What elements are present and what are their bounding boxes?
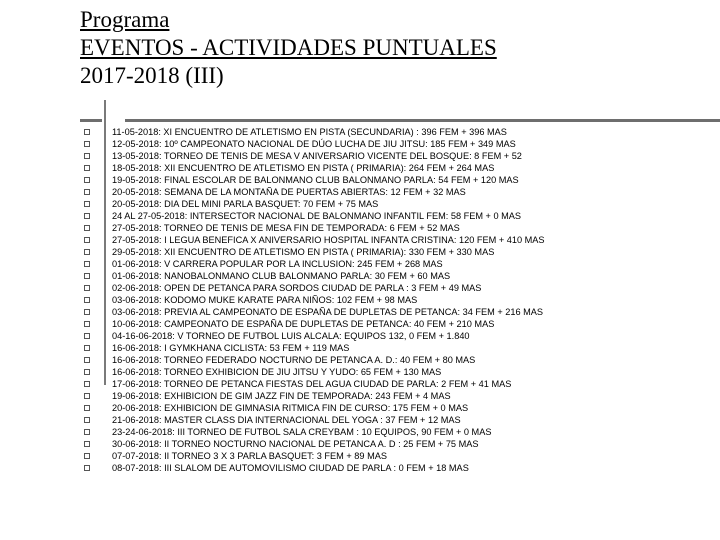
square-bullet-icon (84, 417, 90, 423)
square-bullet-icon (84, 333, 90, 339)
event-text: 27-05-2018: TORNEO DE TENIS DE MESA FIN DE TEMPORADA: 6 FEM + 52 MAS (112, 223, 460, 233)
event-list-item (84, 174, 545, 186)
event-text: 16-06-2018: TORNEO FEDERADO NOCTURNO DE PETANCA A. D.: 40 FEM + 80 MAS (112, 355, 476, 365)
square-bullet-icon (84, 153, 90, 159)
square-bullet-icon (84, 165, 90, 171)
square-bullet-icon (84, 273, 90, 279)
event-list-item (84, 462, 545, 474)
event-list-item (84, 390, 545, 402)
event-list-item (84, 138, 545, 150)
square-bullet-icon (84, 429, 90, 435)
event-list-item (84, 426, 545, 438)
event-text: 18-05-2018: XII ENCUENTRO DE ATLETISMO EN PISTA ( PRIMARIA): 264 FEM + 264 MAS (112, 163, 495, 173)
square-bullet-icon (84, 441, 90, 447)
square-bullet-icon (84, 177, 90, 183)
event-text: 07-07-2018: II TORNEO 3 X 3 PARLA BASQUET: 3 FEM + 89 MAS (112, 451, 387, 461)
event-text: 17-06-2018: TORNEO DE PETANCA FIESTAS DEL AGUA CIUDAD DE PARLA: 2 FEM + 41 MAS (112, 379, 512, 389)
square-bullet-icon (84, 357, 90, 363)
event-text: 03-06-2018: KODOMO MUKE KARATE PARA NIÑOS: 102 FEM + 98 MAS (112, 295, 418, 305)
square-bullet-icon (84, 225, 90, 231)
event-list-item (84, 294, 545, 306)
event-list-item (84, 222, 545, 234)
event-text: 19-05-2018: FINAL ESCOLAR DE BALONMANO CLUB BALONMANO PARLA: 54 FEM + 120 MAS (112, 175, 519, 185)
event-text: 04-16-06-2018: V TORNEO DE FUTBOL LUIS ALCALA: EQUIPOS 132, 0 FEM + 1.840 (112, 331, 470, 341)
event-list-item (84, 306, 545, 318)
square-bullet-icon (84, 249, 90, 255)
event-list-item (84, 150, 545, 162)
event-list-item (84, 258, 545, 270)
event-list-item (84, 342, 545, 354)
event-text: 21-06-2018: MASTER CLASS DIA INTERNACIONAL DEL YOGA : 37 FEM + 12 MAS (112, 415, 461, 425)
slide-title (80, 6, 497, 90)
square-bullet-icon (84, 453, 90, 459)
event-text: 01-06-2018: V CARRERA POPULAR POR LA INCLUSION: 245 FEM + 268 MAS (112, 259, 443, 269)
square-bullet-icon (84, 393, 90, 399)
event-text: 20-05-2018: SEMANA DE LA MONTAÑA DE PUERTAS ABIERTAS: 12 FEM + 32 MAS (112, 187, 466, 197)
event-text: 02-06-2018: OPEN DE PETANCA PARA SORDOS CIUDAD DE PARLA : 3 FEM + 49 MAS (112, 283, 482, 293)
square-bullet-icon (84, 297, 90, 303)
square-bullet-icon (84, 237, 90, 243)
event-list-item (84, 366, 545, 378)
event-list-item (84, 246, 545, 258)
horizontal-divider-right (125, 119, 720, 122)
square-bullet-icon (84, 345, 90, 351)
event-list-item (84, 378, 545, 390)
square-bullet-icon (84, 309, 90, 315)
event-text: 01-06-2018: NANOBALONMANO CLUB BALONMANO PARLA: 30 FEM + 60 MAS (112, 271, 451, 281)
square-bullet-icon (84, 369, 90, 375)
event-text: 03-06-2018: PREVIA AL CAMPEONATO DE ESPAÑA DE DUPLETAS DE PETANCA: 34 FEM + 216 MAS (112, 307, 544, 317)
event-list-item (84, 198, 545, 210)
square-bullet-icon (84, 261, 90, 267)
title-line-program: Programa (80, 7, 170, 32)
square-bullet-icon (84, 285, 90, 291)
square-bullet-icon (84, 465, 90, 471)
event-list-item (84, 270, 545, 282)
event-list-item (84, 354, 545, 366)
square-bullet-icon (84, 405, 90, 411)
title-line-season: 2017-2018 (III) (80, 63, 224, 88)
event-text: 29-05-2018: XII ENCUENTRO DE ATLETISMO EN PISTA ( PRIMARIA): 330 FEM + 330 MAS (112, 247, 495, 257)
square-bullet-icon (84, 213, 90, 219)
event-list-item (84, 186, 545, 198)
square-bullet-icon (84, 321, 90, 327)
event-text: 27-05-2018: I LEGUA BENEFICA X ANIVERSARIO HOSPITAL INFANTA CRISTINA: 120 FEM + 410 MAS (112, 235, 545, 245)
event-list-item (84, 234, 545, 246)
event-list-item (84, 126, 545, 138)
event-text: 13-05-2018: TORNEO DE TENIS DE MESA V ANIVERSARIO VICENTE DEL BOSQUE: 8 FEM + 52 (112, 151, 522, 161)
event-text: 16-06-2018: TORNEO EXHIBICION DE JIU JITSU Y YUDO: 65 FEM + 130 MAS (112, 367, 442, 377)
square-bullet-icon (84, 129, 90, 135)
square-bullet-icon (84, 141, 90, 147)
event-text: 08-07-2018: III SLALOM DE AUTOMOVILISMO CIUDAD DE PARLA : 0 FEM + 18 MAS (112, 463, 469, 473)
event-list-item (84, 402, 545, 414)
event-text: 23-24-06-2018: III TORNEO DE FUTBOL SALA CREYBAM : 10 EQUIPOS, 90 FEM + 0 MAS (112, 427, 492, 437)
event-text: 20-06-2018: EXHIBICION DE GIMNASIA RITMICA FIN DE CURSO: 175 FEM + 0 MAS (112, 403, 469, 413)
horizontal-divider-left (80, 119, 102, 122)
event-list-item (84, 282, 545, 294)
event-list-item (84, 414, 545, 426)
square-bullet-icon (84, 189, 90, 195)
square-bullet-icon (84, 201, 90, 207)
event-text: 19-06-2018: EXHIBICION DE GIM JAZZ FIN DE TEMPORADA: 243 FEM + 4 MAS (112, 391, 451, 401)
event-list-item (84, 318, 545, 330)
event-list-item (84, 162, 545, 174)
title-line-events: EVENTOS - ACTIVIDADES PUNTUALES (80, 35, 497, 60)
event-text: 12-05-2018: 10º CAMPEONATO NACIONAL DE DÚO LUCHA DE JIU JITSU: 185 FEM + 349 MAS (112, 139, 516, 149)
event-list-item (84, 210, 545, 222)
event-list-item (84, 438, 545, 450)
event-text: 30-06-2018: II TORNEO NOCTURNO NACIONAL DE PETANCA A. D : 25 FEM + 75 MAS (112, 439, 479, 449)
events-list (84, 126, 545, 474)
event-list-item (84, 450, 545, 462)
square-bullet-icon (84, 381, 90, 387)
event-text: 20-05-2018: DIA DEL MINI PARLA BASQUET: 70 FEM + 75 MAS (112, 199, 379, 209)
event-text: 16-06-2018: I GYMKHANA CICLISTA: 53 FEM + 119 MAS (112, 343, 350, 353)
event-text: 10-06-2018: CAMPEONATO DE ESPAÑA DE DUPLETAS DE PETANCA: 40 FEM + 210 MAS (112, 319, 495, 329)
event-list-item (84, 330, 545, 342)
event-text: 11-05-2018: XI ENCUENTRO DE ATLETISMO EN PISTA (SECUNDARIA) : 396 FEM + 396 MAS (112, 127, 507, 137)
event-text: 24 AL 27-05-2018: INTERSECTOR NACIONAL DE BALONMANO INFANTIL FEM: 58 FEM + 0 MAS (112, 211, 522, 221)
